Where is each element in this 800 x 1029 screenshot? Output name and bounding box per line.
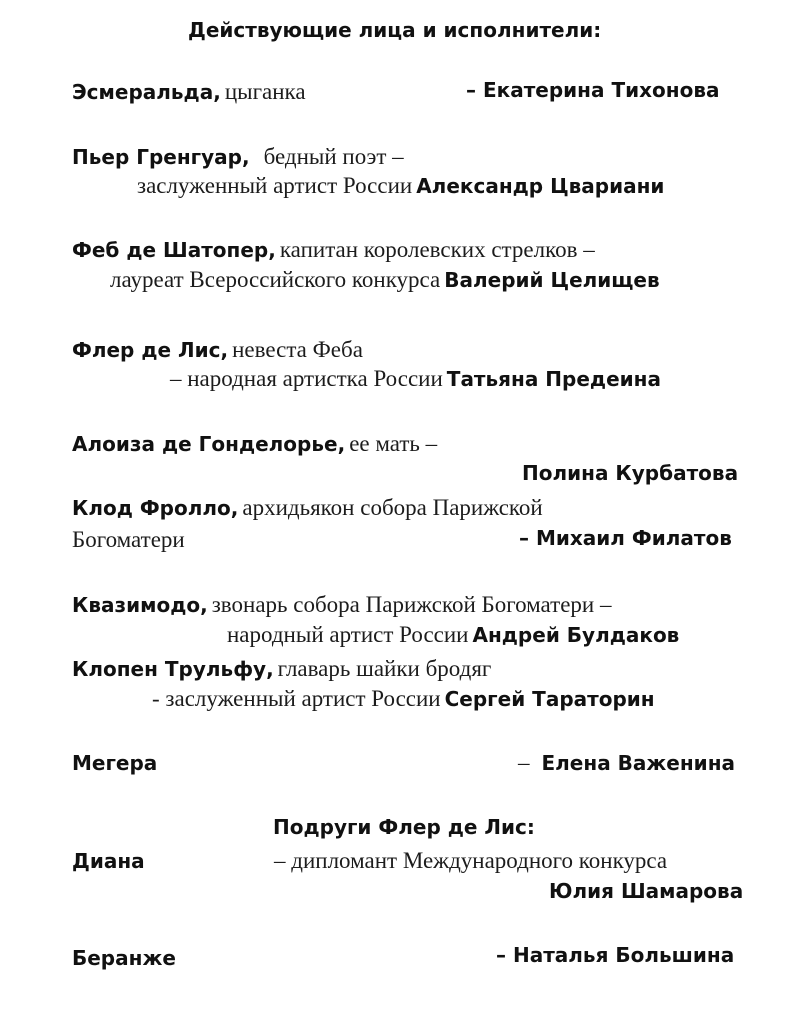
- friends-heading: Подруги Флер де Лис:: [273, 815, 535, 839]
- performer-title: лауреат Всероссийского конкурса: [110, 267, 441, 292]
- performer-line-megera: [518, 751, 735, 775]
- character-name: Клод Фролло,: [72, 496, 239, 520]
- character-quasimodo: [72, 593, 611, 617]
- character-fleur: [72, 338, 363, 362]
- character-name: Алоиза де Гонделорье,: [72, 432, 346, 456]
- character-phoebus: [72, 238, 595, 262]
- character-role: архидьякон собора Парижской: [242, 495, 543, 520]
- character-frollo: [72, 496, 543, 520]
- character-role: ее мать –: [349, 431, 438, 456]
- character-role: звонарь собора Парижской Богоматери –: [211, 592, 612, 617]
- performer-diana: Юлия Шамарова: [549, 879, 744, 903]
- character-name: Феб де Шатопер,: [72, 238, 276, 262]
- performer-beranger: – Наталья Большина: [496, 943, 735, 967]
- performer-frollo: – Михаил Филатов: [519, 526, 732, 550]
- character-role: капитан королевских стрелков –: [279, 237, 595, 262]
- performer-title: – народная артистка России: [170, 366, 443, 391]
- character-name: Пьер Гренгуар,: [72, 145, 250, 169]
- character-role: бедный поэт –: [263, 144, 404, 169]
- performer-name: Сергей Тараторин: [444, 687, 655, 711]
- character-name: Флер де Лис,: [72, 338, 229, 362]
- performer-title: - заслуженный артист России: [152, 686, 441, 711]
- character-name: Клопен Трульфу,: [72, 657, 274, 681]
- character-role: невеста Феба: [232, 337, 363, 362]
- character-diana: Диана: [72, 849, 145, 873]
- character-beranger: Беранже: [72, 946, 176, 970]
- character-megera: Мегера: [72, 751, 158, 775]
- character-esmeralda: [72, 80, 306, 104]
- character-gringoire: [72, 145, 404, 169]
- performer-esmeralda: – Екатерина Тихонова: [466, 78, 720, 102]
- performer-name: Елена Важенина: [541, 751, 736, 775]
- character-role-continued: Богоматери: [72, 527, 185, 552]
- performer-line-phoebus: [110, 268, 660, 292]
- performer-line-quasimodo: [227, 623, 679, 647]
- performer-title-diana: – дипломант Международного конкурса: [274, 848, 668, 873]
- performer-aloise: Полина Курбатова: [522, 461, 739, 485]
- character-aloise: [72, 432, 437, 456]
- character-role: главарь шайки бродяг: [277, 656, 492, 681]
- performer-title: заслуженный артист России: [137, 173, 413, 198]
- character-name: Квазимодо,: [72, 593, 208, 617]
- performer-line-clopin: [152, 687, 655, 711]
- performer-title: народный артист России: [227, 622, 469, 647]
- page-heading: Действующие лица и исполнители:: [188, 18, 602, 42]
- performer-name: Александр Цвариани: [416, 174, 665, 198]
- character-name: Эсмеральда,: [72, 80, 221, 104]
- character-role: цыганка: [224, 79, 306, 104]
- performer-name: Валерий Целищев: [444, 268, 660, 292]
- performer-name: Андрей Булдаков: [472, 623, 680, 647]
- performer-line-gringoire: [137, 174, 664, 198]
- performer-line-fleur: [170, 367, 661, 391]
- character-clopin: [72, 657, 491, 681]
- performer-dash: –: [518, 750, 530, 775]
- performer-name: Татьяна Предеина: [446, 367, 661, 391]
